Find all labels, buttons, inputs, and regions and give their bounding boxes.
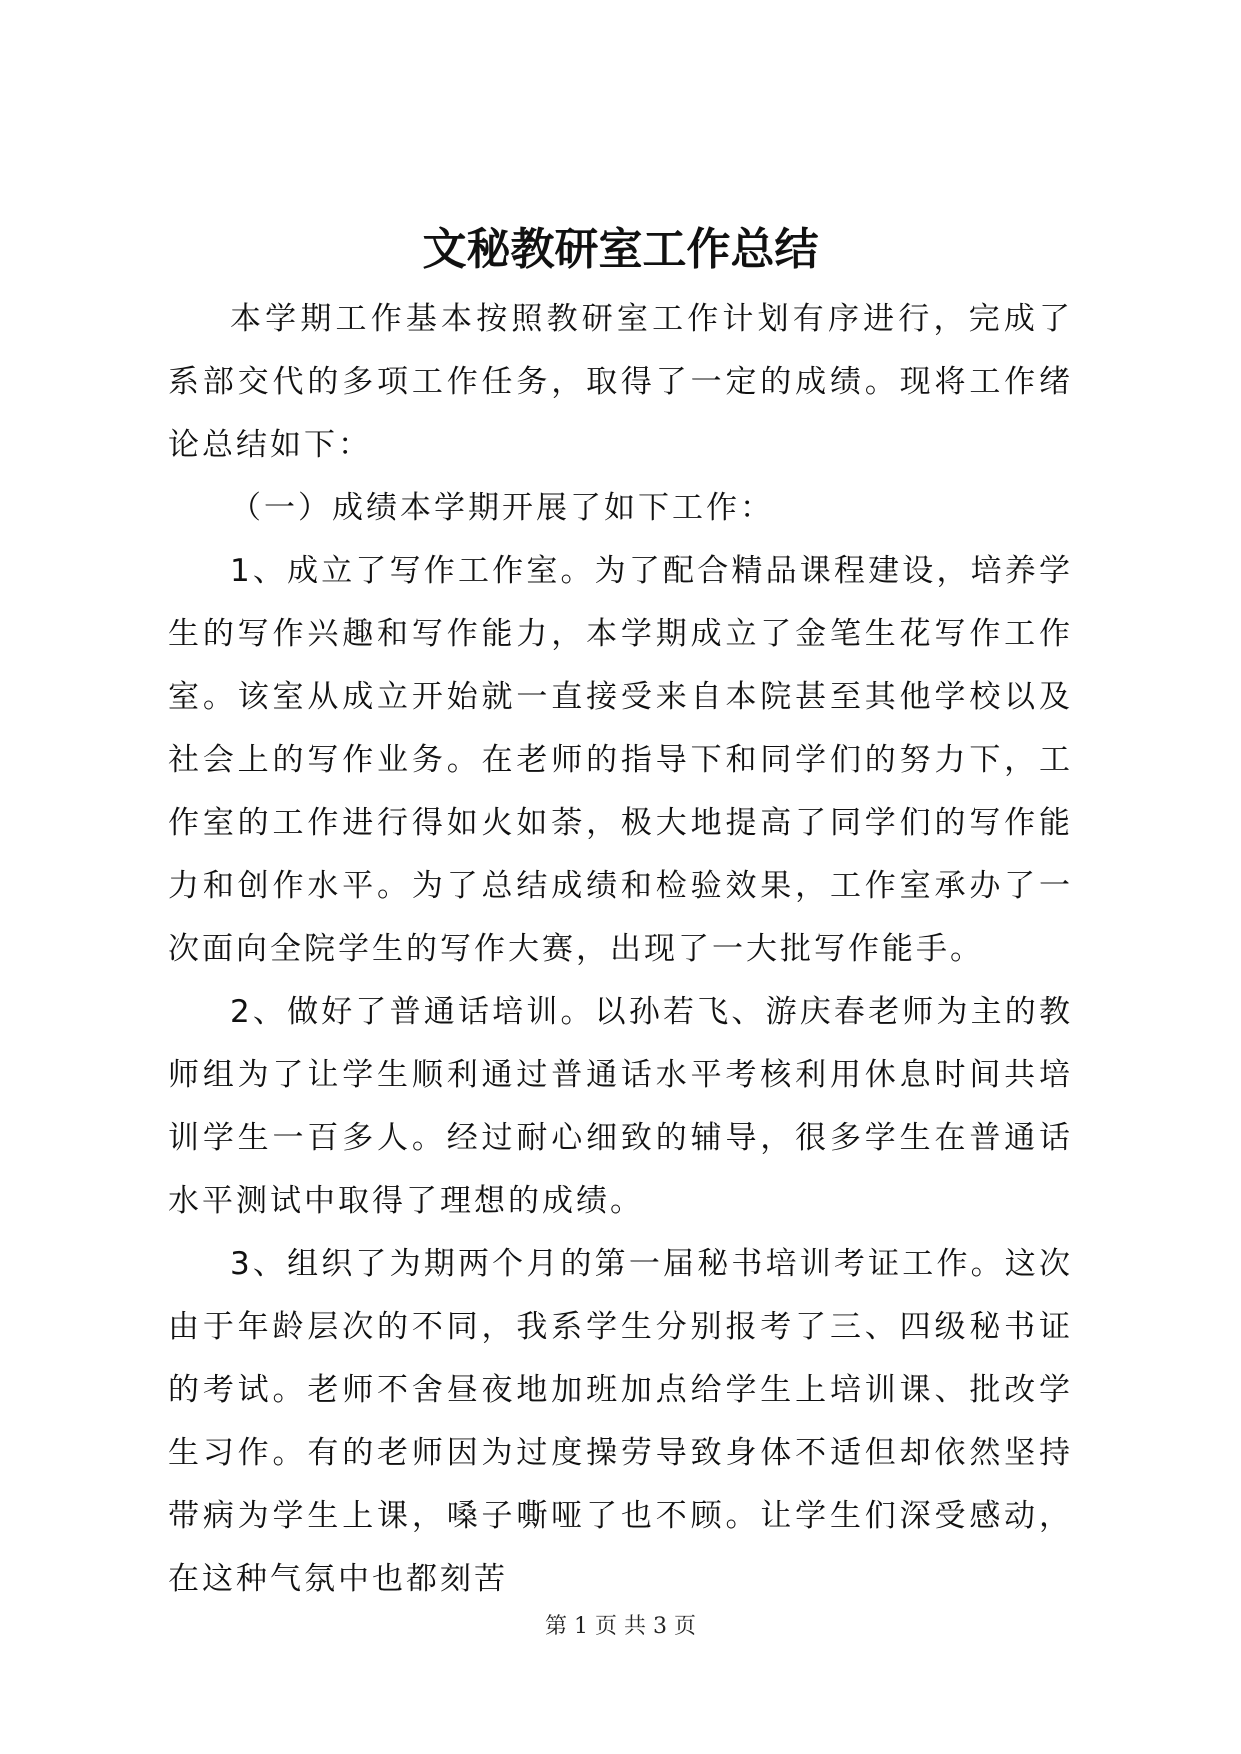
page-footer: 第 1 页 共 3 页 [545, 1614, 696, 1639]
document-title: 文秘教研室工作总结 [422, 224, 819, 275]
paragraph-item-1: 1、成立了写作工作室。为了配合精品课程建设，培养学生的写作兴趣和写作能力，本学期成立了金笔生花写作工作室。该室从成立开始就一直接受来自本院甚至其他学校以及社会上的写作业务。在老师的指导下和同学们的努力下，工作室的工作进行得如火如荼，极大地提高了同学们的写作能力和创作水平。为了总结成绩和检验效果，工作室承办了一次面向全院学生的写作大赛，出现了一大批写作能手。 [168, 553, 1073, 967]
paragraph-section-heading: （一）成绩本学期开展了如下工作： [230, 490, 774, 526]
document-body [168, 288, 1073, 1611]
paragraph-intro: 本学期工作基本按照教研室工作计划有序进行，完成了系部交代的多项工作任务，取得了一定的成绩。现将工作绪论总结如下： [168, 301, 1073, 463]
paragraph-item-2: 2、做好了普通话培训。以孙若飞、游庆春老师为主的教师组为了让学生顺利通过普通话水平考核利用休息时间共培训学生一百多人。经过耐心细致的辅导，很多学生在普通话水平测试中取得了理想的成绩。 [168, 994, 1073, 1219]
paragraph-item-3: 3、组织了为期两个月的第一届秘书培训考证工作。这次由于年龄层次的不同，我系学生分别报考了三、四级秘书证的考试。老师不舍昼夜地加班加点给学生上培训课、批改学生习作。有的老师因为过度操劳导致身体不适但却依然坚持带病为学生上课，嗓子嘶哑了也不顾。让学生们深受感动，在这种气氛中也都刻苦 [168, 1246, 1073, 1597]
